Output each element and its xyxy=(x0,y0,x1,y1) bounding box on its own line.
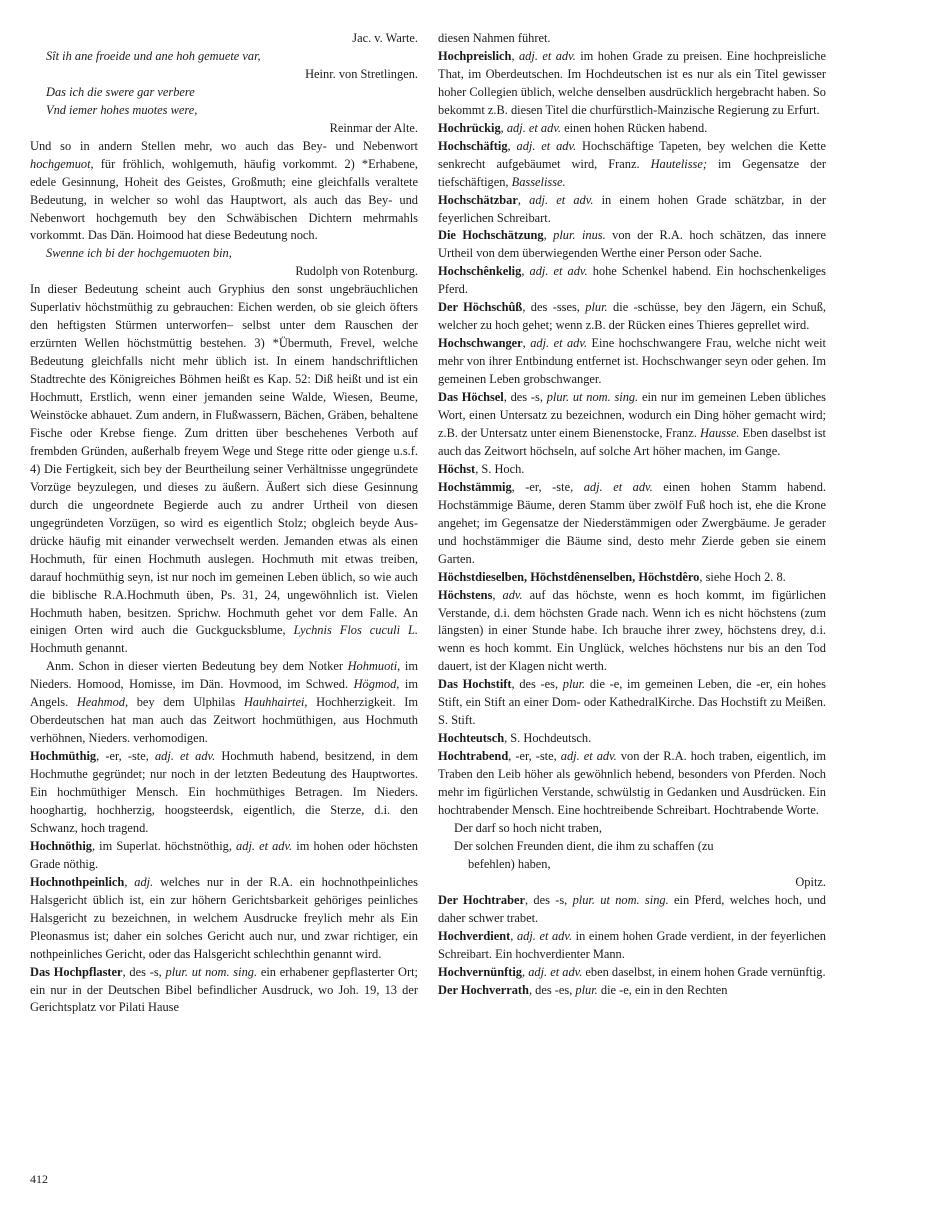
entry-paragraph xyxy=(30,658,418,748)
italic-text: adj. et adv. xyxy=(154,749,216,764)
text-run: im Angels. xyxy=(30,677,418,710)
entry-paragraph xyxy=(30,84,418,102)
entry-paragraph xyxy=(30,263,418,281)
headword: Hochrückig xyxy=(438,120,501,135)
headword: Das Höchsel xyxy=(438,390,504,405)
italic-text: adj. et adv. xyxy=(518,48,576,63)
entry-paragraph xyxy=(438,748,826,820)
entry-paragraph xyxy=(438,820,826,838)
italic-text: hochgemuot, xyxy=(30,156,94,171)
entry-paragraph xyxy=(30,102,418,120)
text-run: In dieser Bedeutung scheint auch Gryphius den sonst ungebräuchlichen Superlativ höchstmüthig zu gebrauchen: Eichen werden, ob sie gleich öfters den heftigsten Stürmen unterworfen– selbst unter dem Rauschen der erzürnten Wellen höchstmüttig bestehen. 3) *Übermuth, Frevel, welche Bedeutung gleichfalls nicht mehr üblich ist. In einem handschriftlichen Stadtrechte des Königreiches Böhmen heißt es Kap. 52: Diß heißt und ist ein Hochmutt, Erstlich, wenn einer jemanden seine Walde, Wiesen, Beume, Weinstöcke abhauet. Zum andern, in Flußwassern, Bächen, Gräben, behaltene Fische oder Krebse fienge. Zum dritten über beschehenes Verboth auf frembden Gründen, außerhalb freyem Wege und Stege ritte oder gienge u.s.f. 4) Die Fertigkeit, sich bey der Beurtheilung seiner Verhältnisse ungegründete Vorzüge beyzulegen, und dieses zu äußern. Äußert sich diese Gesinnung durch die ungeordnete Begierde auch zu andrer Urtheil von diesen ungegründeten Vorzügen, so wird es eigentlich Stolz; obgleich beyde Ausdrücke häufig mit einander verwechselt werden. Jemanden etwas als einen Hochmuth, für einen Hochmuth auslegen. Hochmuth mit etwas treiben, darauf hochmüthig seyn, ist nur noch im gemeinen Leben üblich, so wie auch die biblische R.A.Hochmuth üben, Ps. 31, 24, ungewöhnlich ist. Vielen Hochmuth haben, besitzen. Sprichw. Hochmuth gehet vor dem Falle. An einigen Orten wird auch die Guckgucksblume, xyxy=(30,282,418,638)
text-run: , -er, -ste, xyxy=(508,749,561,764)
text-run: hohe Schenkel habend. Ein hochschenkeliges Pferd. xyxy=(438,264,826,297)
italic-text: adj. et adv. xyxy=(529,264,588,279)
text-run: Das ich die swere gar verbere xyxy=(46,84,195,99)
entry-paragraph xyxy=(30,964,418,1018)
italic-text: Högmod, xyxy=(353,677,400,692)
italic-text: adj. et adv. xyxy=(516,138,577,153)
entry-paragraph xyxy=(438,263,826,299)
text-run: Opitz. xyxy=(795,874,826,889)
text-run: , xyxy=(500,120,507,135)
italic-text: Lychnis Flos cuculi L. xyxy=(293,623,418,638)
text-run: , im Superlat. höchstnöthig, xyxy=(91,838,237,853)
entry-paragraph xyxy=(438,227,826,263)
headword: Die Hochschätzung xyxy=(438,228,544,243)
entry-paragraph xyxy=(438,335,826,389)
text-run: eben daselbst, in einem hohen Grade vernünftig. xyxy=(582,964,826,979)
entry-paragraph xyxy=(438,389,826,461)
text-run: einen hohen Rücken habend. xyxy=(561,120,708,135)
italic-text: adj. et adv. xyxy=(560,749,617,764)
entry-paragraph xyxy=(30,30,418,48)
entry-paragraph xyxy=(438,569,826,587)
entry-paragraph xyxy=(438,587,826,677)
italic-text: plur. ut nom. sing. xyxy=(165,964,258,979)
headword: Hochschätzbar xyxy=(438,192,518,207)
text-run: Heinr. von Stretlingen. xyxy=(305,66,418,81)
text-run: , xyxy=(517,192,530,207)
left-column xyxy=(30,30,418,1017)
italic-text: Heahmod, xyxy=(76,695,129,710)
italic-text: adj. et adv. xyxy=(506,120,561,135)
text-run: Swenne ich bi der hochgemuoten bin, xyxy=(46,246,232,261)
entry-paragraph xyxy=(438,30,826,48)
text-run: , xyxy=(492,587,503,602)
headword: Hochpreislich xyxy=(438,48,512,63)
text-run: Sît ih ane froeide und ane hoh gemuete var, xyxy=(46,48,261,63)
text-run: , xyxy=(522,336,531,351)
entry-paragraph xyxy=(438,982,826,1000)
text-run: im Nieders. Homood, Homisse, im Dän. Hovmood, im Schwed. xyxy=(30,659,418,692)
text-run: Eine hochschwangere Frau, welche nicht weit mehr von ihrer Entbindung entfernet ist. Hochschwanger seyn oder gehen. Im gemeinen Leben grobschwanger. xyxy=(438,336,826,387)
italic-text: Hauhhairtei, xyxy=(243,695,308,710)
text-run: Und so in andern Stellen mehr, wo auch das Bey- und Nebenwort xyxy=(30,138,418,153)
entry-paragraph xyxy=(438,48,826,120)
entry-paragraph xyxy=(438,192,826,228)
text-run: Jac. v. Warte. xyxy=(352,31,418,45)
italic-text: adj. et adv. xyxy=(530,336,588,351)
text-run: Der darf so hoch nicht traben, xyxy=(454,820,602,835)
italic-text: adj. et adv. xyxy=(528,964,583,979)
text-run: , S. Hochdeutsch. xyxy=(504,731,592,746)
text-run: ein erhabener gepflasterter Ort; ein nur in der Deutschen Bibel befindlicher Ausdruck, wo Joh. 19, 13 der Gerichtsplatz vor Pilati Hause xyxy=(30,964,418,1015)
entry-paragraph xyxy=(30,66,418,84)
text-run: von der R.A. hoch traben, eigentlich, im Traben den Leib höher als gewöhnlich hebend, besonders von Pferden. Noch mehr im figürlichen Verstande, schwülstig in Gedanken und Ausdrücken. Ein hochtrabender Mensch. Eine hochtreibende Schreibart. Hochtrabende Worte. xyxy=(438,749,826,817)
italic-text: plur. ut nom. sing. xyxy=(572,892,669,907)
headword: Das Hochpflaster xyxy=(30,964,123,979)
text-run: , des -sses, xyxy=(522,300,586,315)
headword: Hochteutsch xyxy=(438,731,505,746)
text-run: , des -es, xyxy=(511,677,563,692)
entry-paragraph xyxy=(438,730,826,748)
text-run: ein Pferd, welches hoch, und daher schwer trabet. xyxy=(438,892,826,925)
text-run: im Gegensatze der tiefschäftigen, xyxy=(438,156,826,189)
text-run: für fröhlich, wohlgemuth, häufig vorkommt. 2) *Erhabene, edele Gesinnung, Hoheit des Geistes, Großmuth; eine gleichfalls veraltete Bedeutung, in welcher so wohl das Hauptwort, als auch das Bey- und Nebenwort hochgemuth bey den Schwäbischen Dichtern mehrmahls vorkommt. Das Dän. Hoimood hat diese Bedeutung noch. xyxy=(30,156,418,243)
right-column xyxy=(438,30,826,999)
headword: Hochnöthig xyxy=(30,838,92,853)
headword: Hochschwanger xyxy=(438,336,523,351)
headword: Hochschäftig xyxy=(438,138,508,153)
italic-text: plur. xyxy=(562,677,586,692)
headword: Der Höchschûß xyxy=(438,300,523,315)
italic-text: adj. et adv. xyxy=(236,838,293,853)
text-run: Der solchen Freunden dient, die ihm zu schaffen (zu xyxy=(454,838,714,853)
entry-paragraph xyxy=(30,874,418,964)
headword: Hochschênkelig xyxy=(438,264,522,279)
text-run: befehlen) haben, xyxy=(468,856,551,871)
headword: Hochnothpeinlich xyxy=(30,874,125,889)
text-run: Rudolph von Rotenburg. xyxy=(295,264,418,279)
entry-paragraph xyxy=(30,138,418,246)
entry-paragraph xyxy=(438,928,826,964)
entry-paragraph xyxy=(30,748,418,838)
text-run: Reinmar der Alte. xyxy=(329,120,418,135)
entry-paragraph xyxy=(438,856,826,874)
italic-text: adj. xyxy=(134,874,154,889)
italic-text: adv. xyxy=(502,587,523,602)
headword: Höchstdieselben, Höchstdênenselben, Höchstdêro xyxy=(438,569,700,584)
text-run: im hohen oder höchsten Grade nöthig. xyxy=(30,838,418,871)
entry-paragraph xyxy=(438,138,826,192)
italic-text: Basselisse. xyxy=(511,174,566,189)
entry-paragraph xyxy=(438,874,826,892)
italic-text: Hohmuoti, xyxy=(347,659,401,674)
headword: Hochstämmig xyxy=(438,479,512,494)
entry-paragraph xyxy=(30,48,418,66)
text-run: , des -es, xyxy=(528,982,576,997)
italic-text: plur. xyxy=(575,982,598,997)
entry-paragraph xyxy=(438,892,826,928)
text-run: in einem hohen Grade schätzbar, in der feyerlichen Schreibart. xyxy=(438,192,826,225)
entry-paragraph xyxy=(438,461,826,479)
text-run: , xyxy=(521,964,529,979)
text-run: Vnd iemer hohes muotes were, xyxy=(46,102,198,117)
text-run: , S. Hoch. xyxy=(475,461,525,476)
text-run: Hochherzigkeit. Im Oberdeutschen hat man auch das Zeitwort hochmüthigen, aus Hochmuth verhöhnen, Nieders. verhomodigen. xyxy=(30,695,418,746)
italic-text: plur. ut nom. sing. xyxy=(546,390,639,405)
headword: Höchst xyxy=(438,461,476,476)
text-run: , xyxy=(507,138,517,153)
italic-text: adj. et adv. xyxy=(516,928,573,943)
text-run: auf das höchste, wenn es hoch kommt, im figürlichen Verstande, d.i. dem höchsten Grade nach. Wenn ich es nicht höchstens (zum längsten) in einer Stunde habe. Ich brauche ihrer zwey, höchstens drey, d.i. wenn es hoch kommt. Ein Unglück, welches höchstens nur bis an den Tod dauert, ist der Klagen nicht werth. xyxy=(438,587,826,674)
entry-paragraph xyxy=(438,299,826,335)
entry-paragraph xyxy=(438,120,826,138)
text-run: Anm. Schon in dieser vierten Bedeutung bey dem Notker xyxy=(46,659,348,674)
text-run: , xyxy=(510,928,517,943)
text-run: , -er, -ste, xyxy=(511,479,584,494)
text-run: , -er, -ste, xyxy=(96,749,155,764)
text-run: , xyxy=(124,874,135,889)
headword: Hochtrabend xyxy=(438,749,509,764)
text-run: von der R.A. hoch schätzen, das innere Urtheil von dem überwiegenden Werthe einer Person oder Sache. xyxy=(438,228,826,261)
entry-paragraph xyxy=(30,838,418,874)
text-run: Hochmuth habend, besitzend, in dem Hochmuthe gegründet; nur noch in der letzten Bedeutung des Hauptwortes. Ein hochmüthiger Mensch. Ein hochmüthiges Betragen. Im Nieders. hooghartig, hochherzig, hoogsteerdsk, eigentlich, die Sterze, d.i. den Schwanz, hoch tragend. xyxy=(30,749,418,835)
headword: Der Hochverrath xyxy=(438,982,529,997)
text-run: die -e, im gemeinen Leben, die -er, ein hohes Stift, ein Stift an einer Dom- oder KathedralKirche. Das Hochstift zu Meißen. S. Stift. xyxy=(438,677,827,728)
page-number: 412 xyxy=(30,1172,48,1186)
headword: Hochvernünftig xyxy=(438,964,522,979)
text-run: ein nur im gemeinen Leben übliches Wort, einen Untersatz zu bezeichnen, wodurch ein Ding höher gemacht wird; z.B. der Untersatz unter einem Bienenstocke, Franz. xyxy=(438,390,826,440)
italic-text: adj. et adv. xyxy=(583,479,653,494)
text-run: welches nur in der R.A. ein hochnothpeinliches Halsgericht üblich ist, ein zur höhern Gerichtsbarkeit gehöriges peinliches Halsgericht zu bezeichnen, in welchem Ausdrucke freylich mehr als Ein Pleonasmus ist; daher ein solches Gericht auch nur, und zwar richtiger, ein nothpeinliches Gericht, oder das Halsgericht schlechthin genannt wird. xyxy=(30,874,418,961)
text-run: in einem hohen Grade verdient, in der feyerlichen Schreibart. Ein hochverdienter Mann. xyxy=(438,928,826,961)
text-run: Hochschäftige Tapeten, bey welchen die Kette senkrecht aufgebäumet wird, Franz. xyxy=(438,138,826,171)
entry-paragraph xyxy=(438,479,826,569)
italic-text: adj. et adv. xyxy=(529,192,594,207)
text-run: Hochmuth genannt. xyxy=(30,641,128,656)
text-run: , des -s, xyxy=(503,390,547,405)
text-run: im hohen Grade zu preisen. Eine hochpreisliche That, im Oberdeutschen. Im Hochdeutschen ist es nur als ein Titel gewisser hoher Collegien üblich, welche denselben ausdrücklich hergebracht haben. So bekommt z.B. diesen Titel die churfürstlich-Mainzische Regierung zu Erfurt. xyxy=(438,48,827,117)
entry-paragraph xyxy=(438,838,826,856)
entry-paragraph xyxy=(30,281,418,658)
entry-paragraph xyxy=(438,964,826,982)
italic-text: plur. inus. xyxy=(553,228,606,243)
italic-text: plur. xyxy=(585,300,608,315)
text-run: , des -s, xyxy=(122,964,166,979)
entry-paragraph xyxy=(438,676,826,730)
text-run: die -e, ein in den Rechten xyxy=(597,982,728,997)
text-run: , xyxy=(511,48,519,63)
text-run: die -schüsse, bey den Jägern, ein Schuß, welcher zu hoch gehet; wenn z.B. der Rücken eines Thieres geprellet wird. xyxy=(438,300,826,333)
text-run: einen hohen Stamm habend. Hochstämmige Bäume, deren Stamm über zwölf Fuß hoch ist, ehe die Krone angehet; im Gegensatze der Niederstämmigen oder Zwergbäume. Je gerader und hochstämmiger die Bäume sind, desto mehr Zierde geben sie einem Garten. xyxy=(438,479,827,566)
italic-text: Hautelisse; xyxy=(650,156,707,171)
text-run: , des -s, xyxy=(524,892,573,907)
headword: Höchstens xyxy=(438,587,493,602)
text-run: diesen Nahmen führet. xyxy=(438,31,551,45)
italic-text: Hausse. xyxy=(699,425,740,440)
text-run: Eben daselbst ist auch das Zeitwort höchseln, auf solche Art höher machen, im Gange. xyxy=(438,425,826,458)
entry-paragraph xyxy=(30,245,418,263)
text-run: , xyxy=(543,228,554,243)
headword: Der Hochtraber xyxy=(438,892,525,907)
text-run: , xyxy=(521,264,530,279)
text-run: bey dem Ulphilas xyxy=(128,695,244,710)
entry-paragraph xyxy=(30,120,418,138)
headword: Hochmüthig xyxy=(30,749,97,764)
headword: Das Hochstift xyxy=(438,677,512,692)
text-run: , siehe Hoch 2. 8. xyxy=(699,569,786,584)
headword: Hochverdient xyxy=(438,928,511,943)
